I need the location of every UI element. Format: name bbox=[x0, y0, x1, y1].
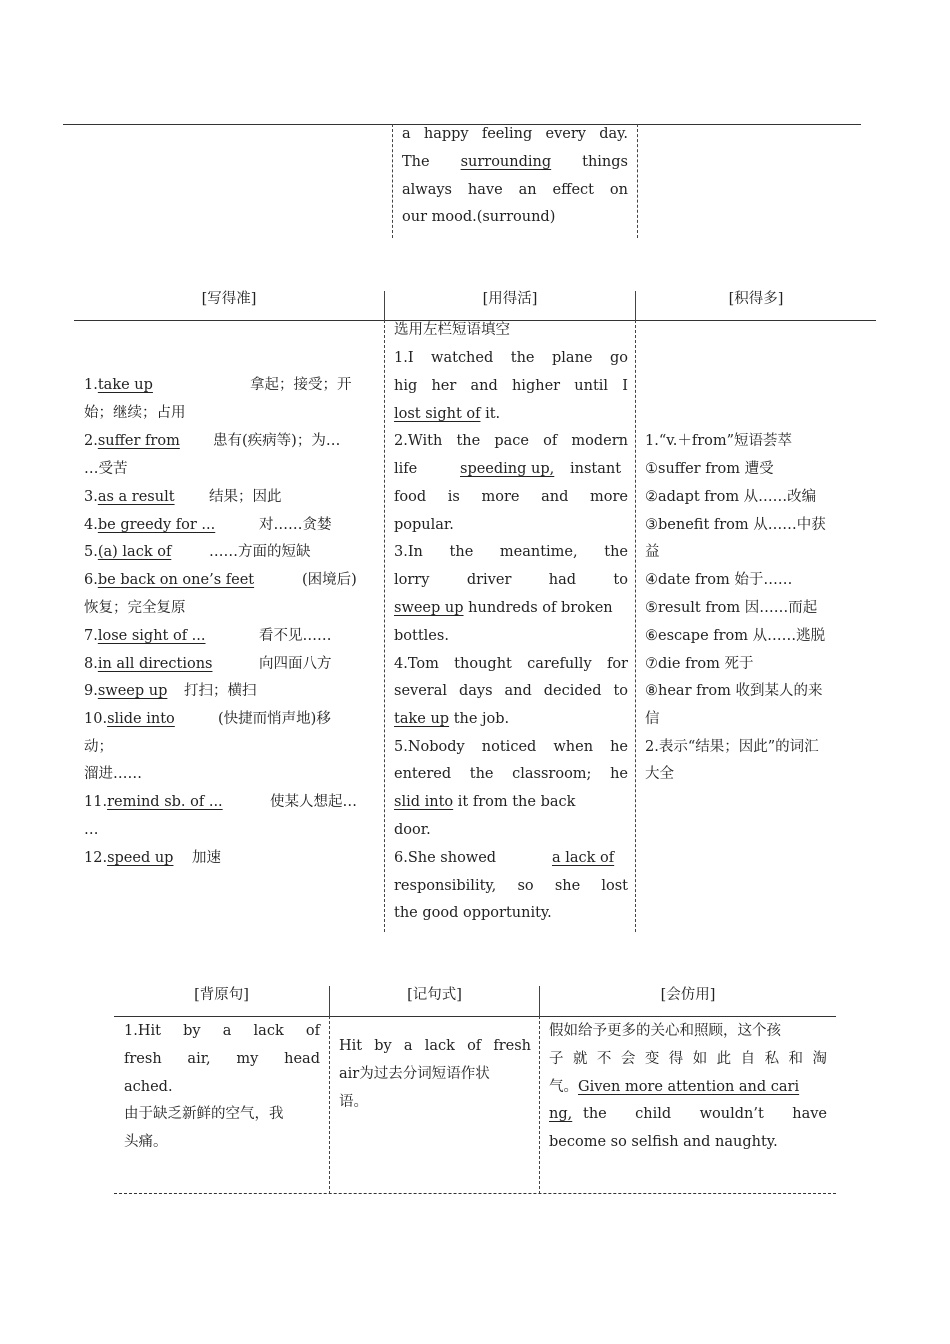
header-recite-sentence: [背原句] bbox=[194, 987, 249, 1003]
answer-slid-into: slid into bbox=[394, 794, 454, 810]
top-line-3: always have an effect on bbox=[402, 182, 628, 198]
top-line-4: our mood.(surround) bbox=[402, 209, 556, 225]
collection-item-1: ①suffer from 遭受 bbox=[645, 461, 774, 477]
answer-speeding-up: speeding up, bbox=[460, 461, 555, 477]
original-line-1: 1.Hit by a lack of bbox=[124, 1023, 320, 1039]
answer-given-more-attention: Given more attention and cari bbox=[578, 1079, 800, 1095]
exercise-6-line-1a: 6.She showed bbox=[394, 850, 497, 866]
answer-a-lack-of: a lack of bbox=[552, 850, 615, 866]
collection-item-8: ⑧hear from 收到某人的来 bbox=[645, 683, 823, 699]
phrase-item-8: 8.in all directions bbox=[84, 656, 213, 672]
phrase-item-12-meaning: 加速 bbox=[192, 850, 221, 866]
phrase-item-10-meaning: (快捷而悄声地)移 bbox=[218, 711, 331, 727]
original-line-2: fresh air, my head bbox=[124, 1051, 320, 1067]
phrase-item-1-cont: 始；继续；占用 bbox=[84, 405, 186, 421]
phrase-item-4-meaning: 对……贪婪 bbox=[259, 517, 332, 533]
exercise-instructions: 选用左栏短语填空 bbox=[394, 322, 510, 338]
section2-header-divider-1 bbox=[329, 986, 330, 1016]
exercise-5-line-3: slid into it from the back bbox=[394, 794, 576, 810]
pattern-line-3: 语。 bbox=[339, 1094, 368, 1110]
pattern-line-2: air为过去分词短语作状 bbox=[339, 1066, 490, 1082]
phrase-item-7-meaning: 看不见…… bbox=[259, 628, 332, 644]
exercise-4-line-2: several days and decided to bbox=[394, 683, 628, 699]
exercise-3-line-3: sweep up hundreds of broken bbox=[394, 600, 613, 616]
exercise-2-line-4: popular. bbox=[394, 517, 454, 533]
top-fragment-left-border bbox=[392, 124, 393, 238]
header-write-accurately: [写得准] bbox=[201, 291, 257, 307]
collection-item-2: ②adapt from 从……改编 bbox=[645, 489, 817, 505]
answer-take-up: take up bbox=[394, 711, 450, 727]
section2-bottom-rule bbox=[114, 1193, 836, 1194]
phrase-item-10-cont2: 溜进…… bbox=[84, 766, 142, 782]
exercise-3-line-4: bottles. bbox=[394, 628, 449, 644]
phrase-item-11-cont: … bbox=[84, 822, 99, 838]
phrase-item-6-meaning: (困境后) bbox=[302, 572, 357, 588]
phrase-item-6: 6.be back on one’s feet bbox=[84, 572, 255, 588]
answer-given-cont: ng, bbox=[549, 1106, 573, 1122]
collection-item-3-cont: 益 bbox=[645, 544, 660, 560]
imitation-line-4: the child wouldn’t have bbox=[583, 1106, 827, 1122]
section1-divider-2 bbox=[635, 320, 636, 932]
phrase-item-11: 11.remind sb. of ... bbox=[84, 794, 223, 810]
phrase-item-3: 3.as a result bbox=[84, 489, 175, 505]
phrase-item-2: 2.suffer from bbox=[84, 433, 180, 449]
phrase-item-12: 12.speed up bbox=[84, 850, 174, 866]
answer-surrounding: surrounding bbox=[460, 154, 552, 170]
phrase-item-10: 10.slide into bbox=[84, 711, 175, 727]
phrase-item-3-meaning: 结果；因此 bbox=[209, 489, 282, 505]
original-line-3: ached. bbox=[124, 1079, 173, 1095]
phrase-item-4: 4.be greedy for ... bbox=[84, 517, 216, 533]
phrase-item-2-meaning: 患有(疾病等)；为… bbox=[213, 433, 341, 449]
section2-divider-1 bbox=[329, 1016, 330, 1194]
top-fragment-right-border bbox=[637, 124, 638, 238]
phrase-item-7: 7.lose sight of ... bbox=[84, 628, 206, 644]
imitation-line-3: 气。Given more attention and cari bbox=[549, 1079, 800, 1095]
section1-header-divider-1 bbox=[384, 291, 385, 320]
section2-header-divider-2 bbox=[539, 986, 540, 1016]
collection-item-5: ⑤result from 因……而起 bbox=[645, 600, 818, 616]
answer-sweep-up: sweep up bbox=[394, 600, 464, 616]
original-translation-2: 头痛。 bbox=[124, 1134, 168, 1150]
collection-item-3: ③benefit from 从……中获 bbox=[645, 517, 826, 533]
header-sentence-pattern: [记句式] bbox=[407, 987, 462, 1003]
section1-header-divider-2 bbox=[635, 291, 636, 320]
phrase-item-10-cont: 动； bbox=[84, 739, 113, 755]
phrase-item-2-cont: …受苦 bbox=[84, 461, 128, 477]
header-accumulate-more: [积得多] bbox=[728, 291, 784, 307]
phrase-item-9: 9.sweep up bbox=[84, 683, 168, 699]
exercise-1-line-1: 1.I watched the plane go bbox=[394, 350, 628, 366]
exercise-1-line-3: lost sight of it. bbox=[394, 406, 501, 422]
header-use-flexibly: [用得活] bbox=[482, 291, 538, 307]
section2-divider-2 bbox=[539, 1016, 540, 1194]
exercise-2-line-2b: instant bbox=[570, 461, 622, 477]
original-translation-1: 由于缺乏新鲜的空气，我 bbox=[124, 1106, 284, 1122]
phrase-item-1-meaning: 拿起；接受；开 bbox=[250, 377, 352, 393]
exercise-5-line-2: entered the classroom; he bbox=[394, 766, 628, 782]
exercise-3-line-2: lorry driver had to bbox=[394, 572, 628, 588]
phrase-item-8-meaning: 向四面八方 bbox=[259, 656, 332, 672]
collection-item-8-cont: 信 bbox=[645, 711, 660, 727]
answer-lost-sight-of: lost sight of bbox=[394, 406, 481, 422]
exercise-4-line-3: take up the job. bbox=[394, 711, 510, 727]
imitation-line-1: 假如给予更多的关心和照顾，这个孩 bbox=[549, 1023, 781, 1039]
exercise-5-line-1: 5.Nobody noticed when he bbox=[394, 739, 628, 755]
collection-title-1: 1.“v.＋from”短语荟萃 bbox=[645, 433, 793, 449]
exercise-2-line-3: food is more and more bbox=[394, 489, 628, 505]
exercise-3-line-1: 3.In the meantime, the bbox=[394, 544, 628, 560]
phrase-item-1: 1.take up bbox=[84, 377, 153, 393]
collection-item-6: ⑥escape from 从……逃脱 bbox=[645, 628, 826, 644]
phrase-item-11-meaning: 使某人想起… bbox=[270, 794, 357, 810]
exercise-5-line-4: door. bbox=[394, 822, 431, 838]
imitation-line-5: become so selfish and naughty. bbox=[549, 1134, 778, 1150]
exercise-6-line-3: the good opportunity. bbox=[394, 905, 552, 921]
phrase-item-9-meaning: 打扫；横扫 bbox=[184, 683, 257, 699]
collection-item-4: ④date from 始于…… bbox=[645, 572, 793, 588]
exercise-6-line-2: responsibility, so she lost bbox=[394, 878, 628, 894]
pattern-line-1: Hit by a lack of fresh bbox=[339, 1038, 531, 1054]
header-imitate: [会仿用] bbox=[660, 987, 716, 1003]
exercise-4-line-1: 4.Tom thought carefully for bbox=[394, 656, 628, 672]
phrase-item-5: 5.(a) lack of bbox=[84, 544, 172, 560]
imitation-line-2: 子就不会变得如此自私和淘 bbox=[549, 1051, 827, 1067]
section2-header-rule bbox=[114, 1016, 836, 1017]
exercise-2-line-2a: life bbox=[394, 461, 418, 477]
phrase-item-5-meaning: ……方面的短缺 bbox=[209, 544, 311, 560]
top-line-2: The surrounding things bbox=[402, 154, 628, 170]
collection-item-7: ⑦die from 死于 bbox=[645, 656, 754, 672]
section1-divider-1 bbox=[384, 320, 385, 932]
collection-title-2-cont: 大全 bbox=[645, 766, 674, 782]
collection-title-2: 2.表示“结果；因此”的词汇 bbox=[645, 739, 819, 755]
exercise-1-line-2: hig her and higher until I bbox=[394, 378, 628, 394]
top-line-1: a happy feeling every day. bbox=[402, 126, 628, 142]
exercise-2-line-1: 2.With the pace of modern bbox=[394, 433, 628, 449]
phrase-item-6-cont: 恢复；完全复原 bbox=[84, 600, 186, 616]
